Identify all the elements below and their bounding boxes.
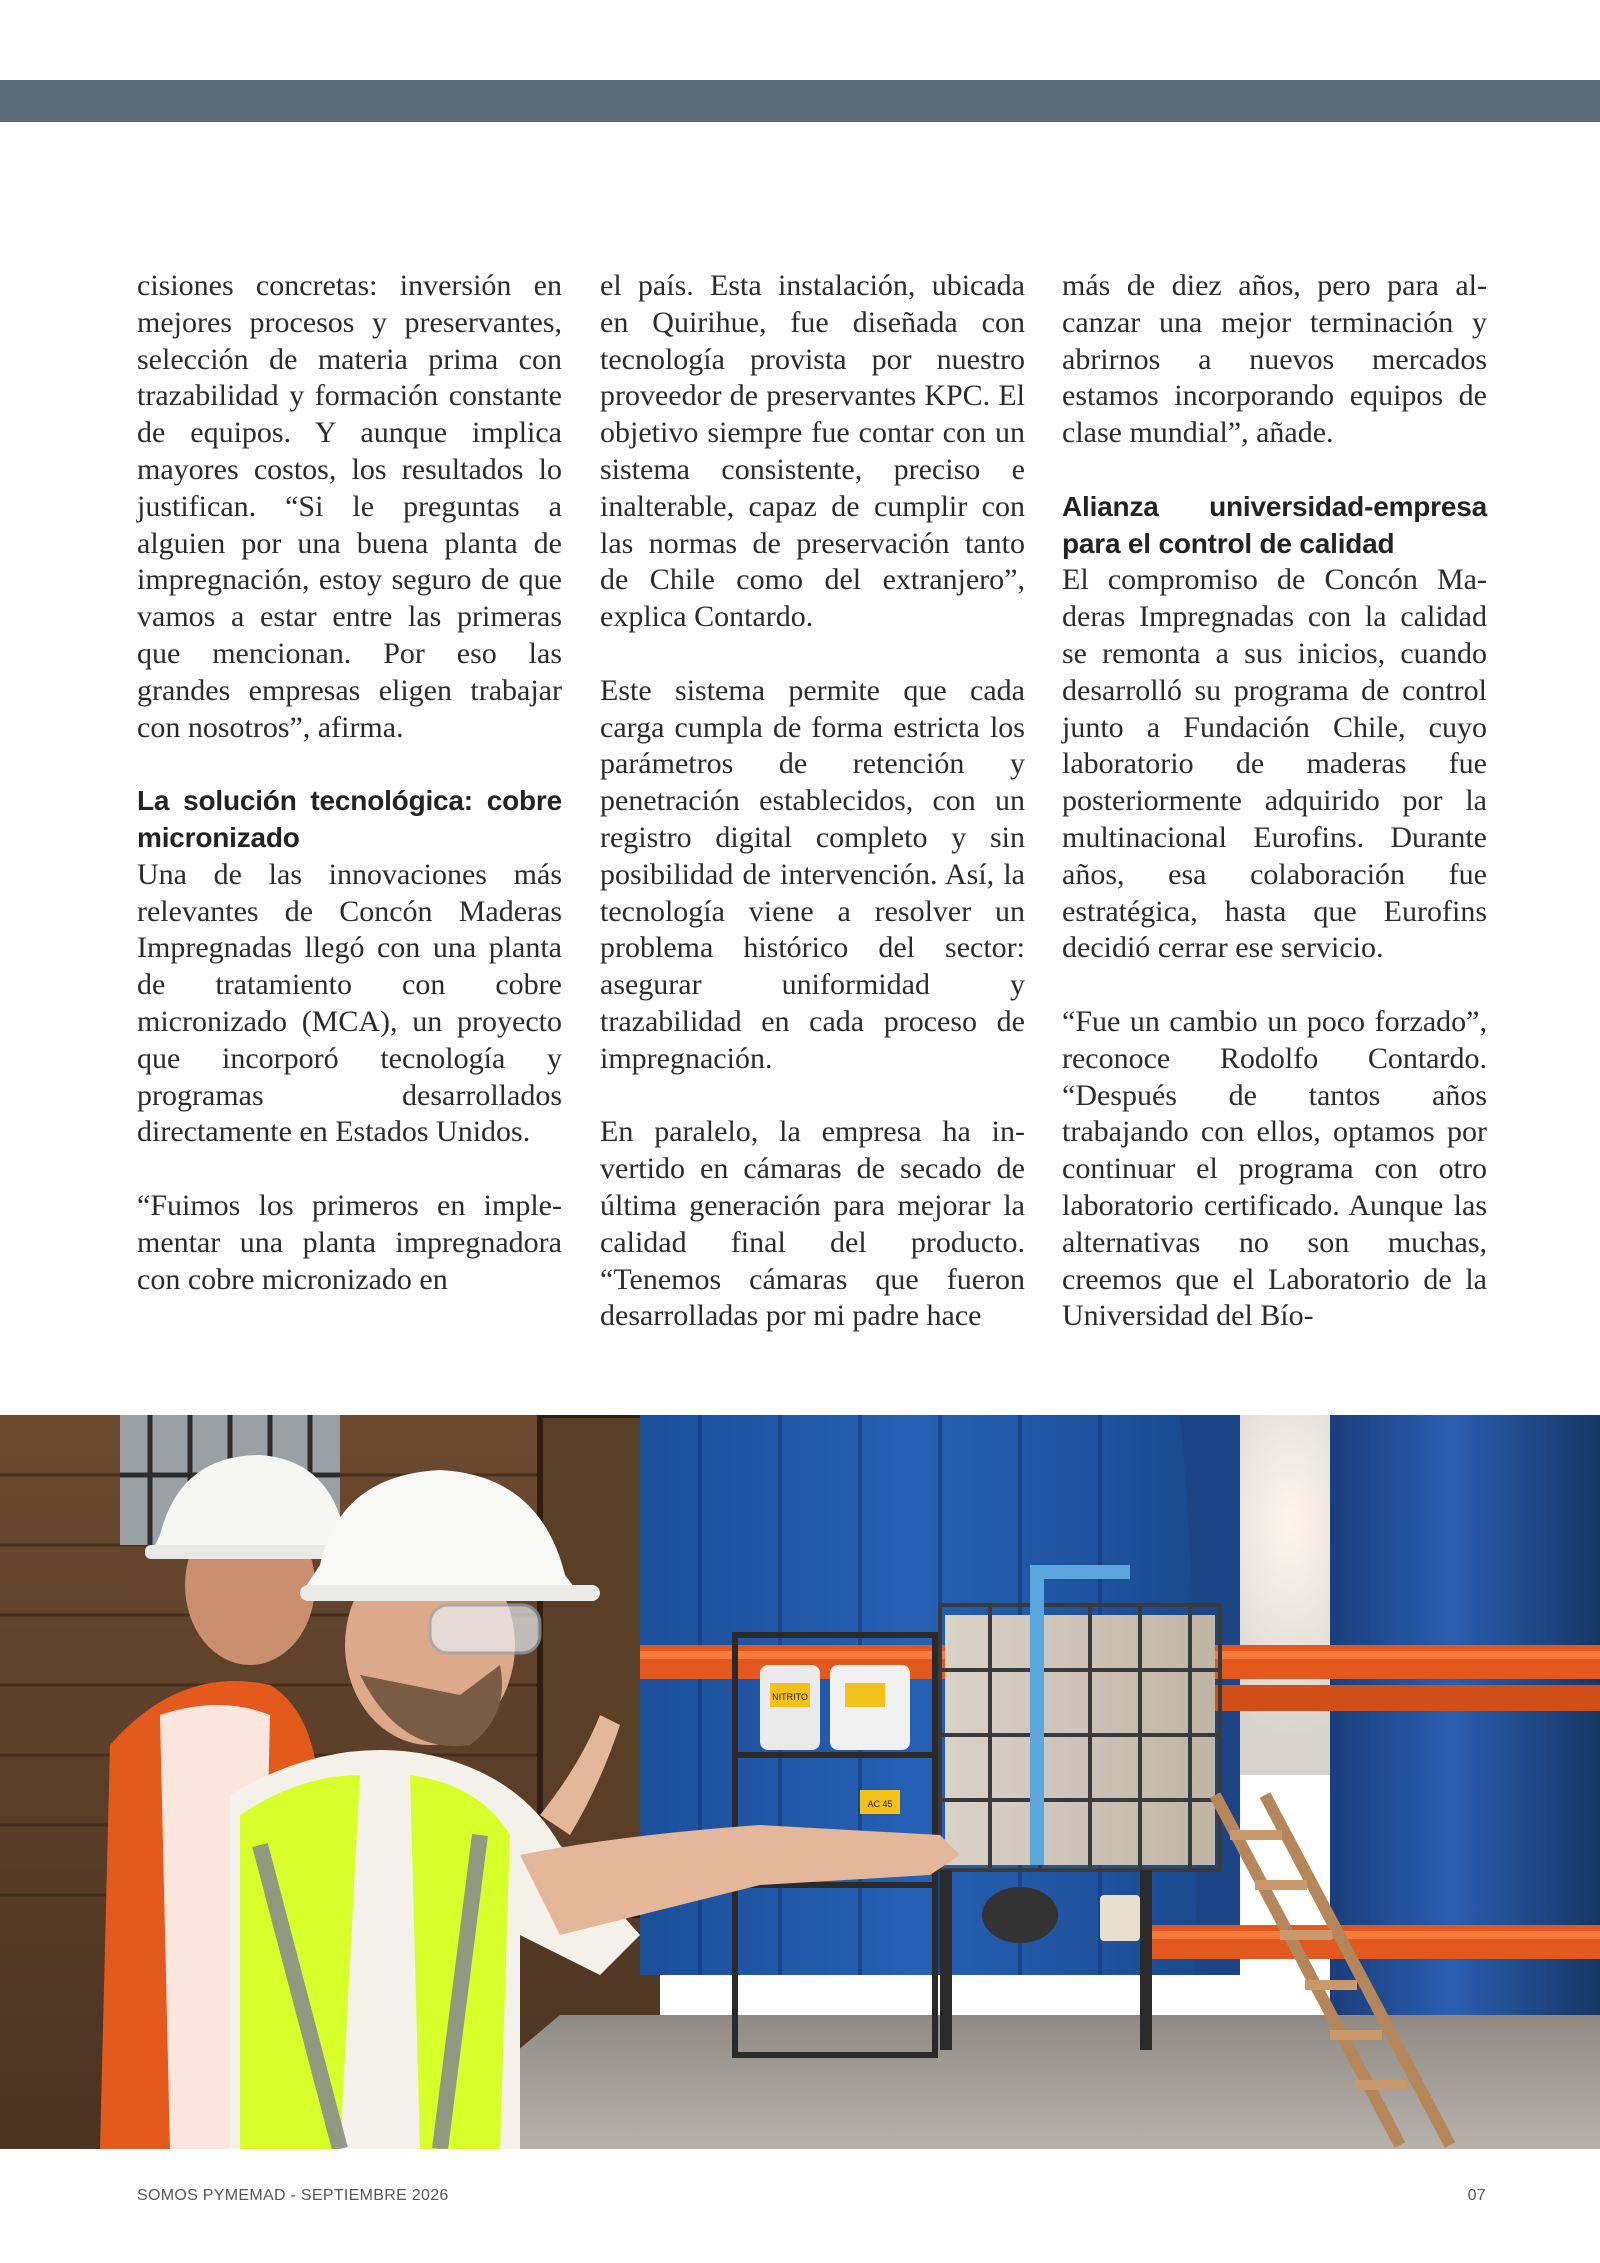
article-photo [0, 1415, 1600, 2149]
paragraph: el país. Esta instalación, ubicada en Quirihue, fue diseñada con tecnología provista por nuestro proveedor de preservantes KPC. El objetivo siempre fue contar con un sistema consistente, preciso e inalterable, capaz de cumplir con las normas de preservación tanto de Chile como del extranjero”, explica Contardo. [600, 269, 1025, 634]
workers-at-impregnation-tank-illustration [0, 1415, 1600, 2149]
article-column-1 [137, 268, 562, 1298]
paragraph: cisiones concretas: inversión en mejores procesos y preservantes, selección de materia prima con trazabilidad y formación constante de equipos. Y aunque implica mayores costos, los resultados lo justifican. “Si le preguntas a alguien por una buena planta de impregnación, estoy seguro de que vamos a estar entre las primeras que mencionan. Por eso las grandes empresas eligen trabajar con nosotros”, afirma. [137, 269, 562, 744]
paragraph: Una de las innovaciones más relevantes de Concón Maderas Impregnadas llegó con una planta de tratamiento con cobre micronizado (MCA), un proyecto que incorporó tecnología y programas desarrollados directamente en Estados Unidos. [137, 857, 562, 1149]
article-column-3 [1062, 268, 1487, 1335]
drum-label-ac45: AC 45 [867, 1799, 893, 1809]
article-column-2 [600, 268, 1025, 1335]
paragraph: “Fuimos los primeros en implementar una planta impregnadora con cobre micronizado en [137, 1188, 562, 1296]
section-heading: La solución tecnológica: cobre micronizado [137, 785, 562, 853]
paragraph: El compromiso de Concón Maderas Impregnadas con la calidad se remonta a sus inicios, cuando desarrolló su programa de control junto a Fundación Chile, cuyo laboratorio de maderas fue posteriormente adquirido por la multinacional Eurofins. Durante años, esa colaboración fue estratégica, hasta que Eurofins decidió cerrar ese servicio. [1062, 563, 1487, 965]
page-number: 07 [1467, 2187, 1486, 2204]
footer-publication: SOMOS PYMEMAD - SEPTIEMBRE 2026 [137, 2187, 449, 2204]
paragraph: En paralelo, la empresa ha invertido en cámaras de secado de última generación para mejorar la calidad final del producto. “Tenemos cámaras que fueron desarrolladas por mi padre hace [600, 1115, 1025, 1333]
header-band [0, 80, 1600, 122]
paragraph: “Fue un cambio un poco forzado”, reconoce Rodolfo Contardo. “Después de tantos años trabajando con ellos, optamos por continuar el programa con otro laboratorio certificado. Aunque las alternativas no son muchas, creemos que el Laboratorio de la Universidad del Bío- [1062, 1004, 1487, 1333]
drum-label-nitrito: NITRITO [772, 1692, 808, 1702]
paragraph: Este sistema permite que cada carga cumpla de forma estricta los parámetros de retención y penetración establecidos, con un registro digital completo y sin posibilidad de intervención. Así, la tecnología viene a resolver un problema histórico del sector: asegurar uniformidad y trazabilidad en cada proceso de impregnación. [600, 673, 1025, 1075]
section-heading: Alianza universidad-empresa para el control de calidad [1062, 490, 1487, 559]
paragraph: más de diez años, pero para alcanzar una mejor terminación y abrirnos a nuevos mercados estamos incorporando equipos de clase mundial”, añade. [1062, 269, 1487, 450]
